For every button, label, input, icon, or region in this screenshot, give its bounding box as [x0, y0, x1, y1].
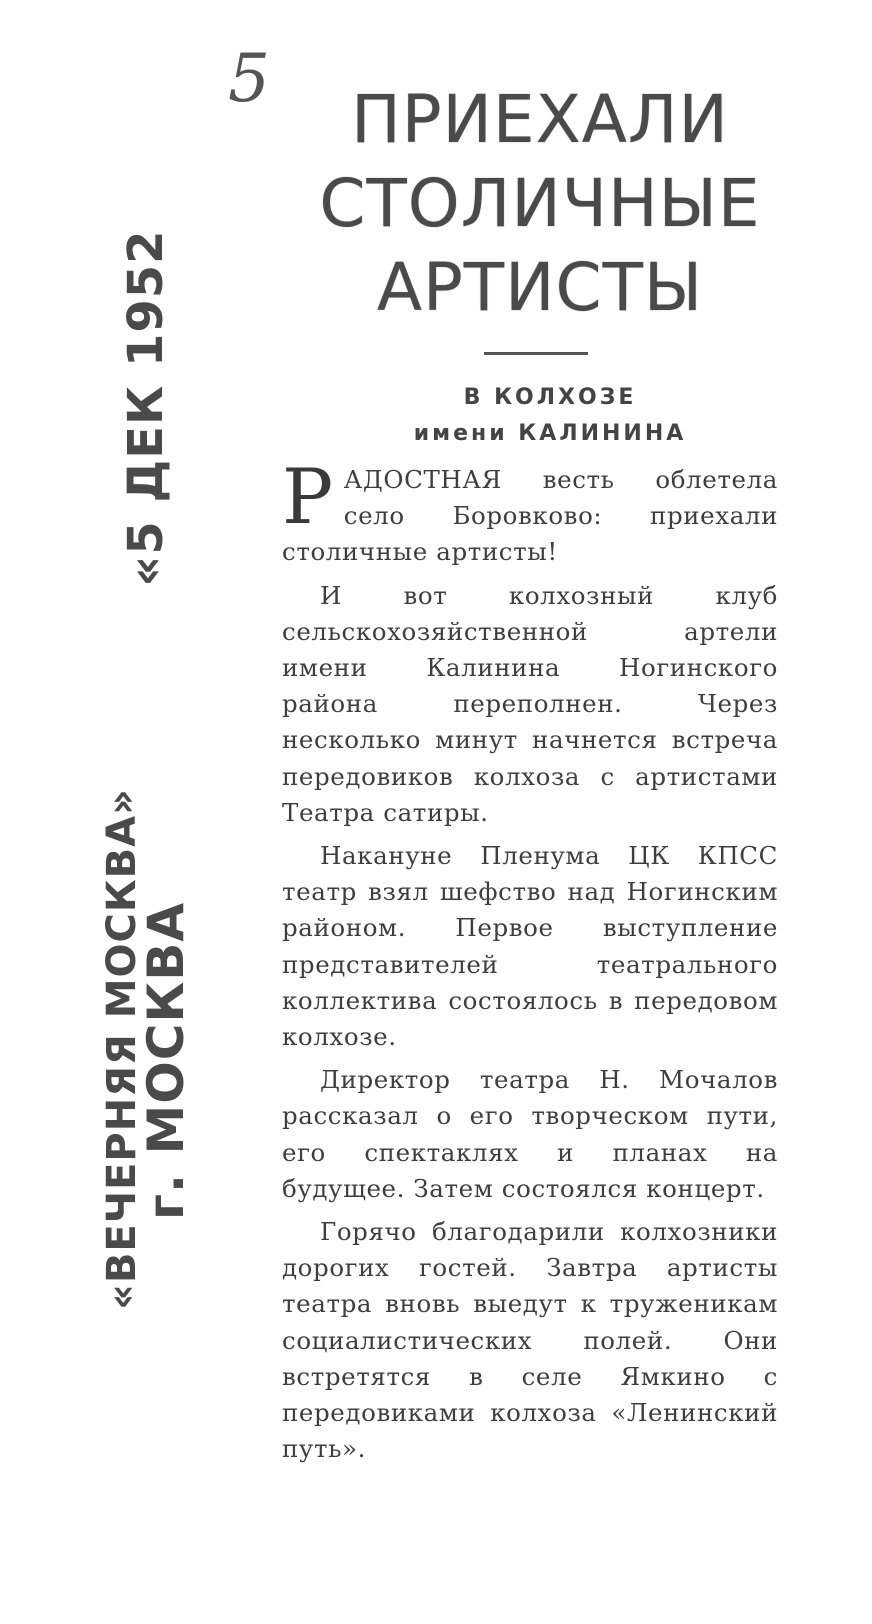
newspaper-name-stamp: «ВЕЧЕРНЯЯ МОСКВА»: [99, 788, 145, 1310]
drop-cap: Р: [282, 452, 334, 541]
handwritten-page-number: 5: [228, 40, 270, 117]
article-paragraph: И вот колхозный клуб сельскохозяйственной артели имени Калинина Ногинского района переполнен. Через несколько минут начнется встреча передовиков колхоза с артистами Театра сатиры.: [282, 580, 778, 827]
article-body: [282, 452, 778, 1474]
kicker-line: В КОЛХОЗЕ: [463, 385, 637, 410]
article-paragraph: Накануне Пленума ЦК КПСС театр взял шефство над Ногинским районом. Первое выступление представителей театрального коллектива состоялось в передовом колхозе.: [282, 841, 778, 1052]
article-paragraph: [282, 452, 778, 571]
article-paragraph: Горячо благодарили колхозники дорогих гостей. Завтра артисты театра вновь выедут к труженикам социалистических полей. Они встретятся в селе Ямкино с передовиками колхоза «Ленинский путь».: [282, 1217, 778, 1464]
paragraph-text: АДОСТНАЯ весть облетела село Боровково: приехали столичные артисты!: [282, 465, 778, 567]
headline-divider: [484, 352, 588, 355]
headline-line: АРТИСТЫ: [376, 249, 704, 326]
kicker-line: имени КАЛИНИНА: [413, 421, 687, 446]
city-stamp: г. МОСКВА: [137, 901, 195, 1221]
date-stamp: «5 ДЕК 1952: [118, 229, 174, 587]
headline-line: СТОЛИЧНЫЕ: [319, 165, 761, 242]
article-paragraph: Директор театра Н. Мочалов рассказал о его творческом пути, его спектаклях и планах на будущее. Затем состоялся концерт.: [282, 1065, 778, 1203]
article-headline: [300, 78, 780, 330]
headline-line: ПРИЕХАЛИ: [351, 81, 729, 158]
